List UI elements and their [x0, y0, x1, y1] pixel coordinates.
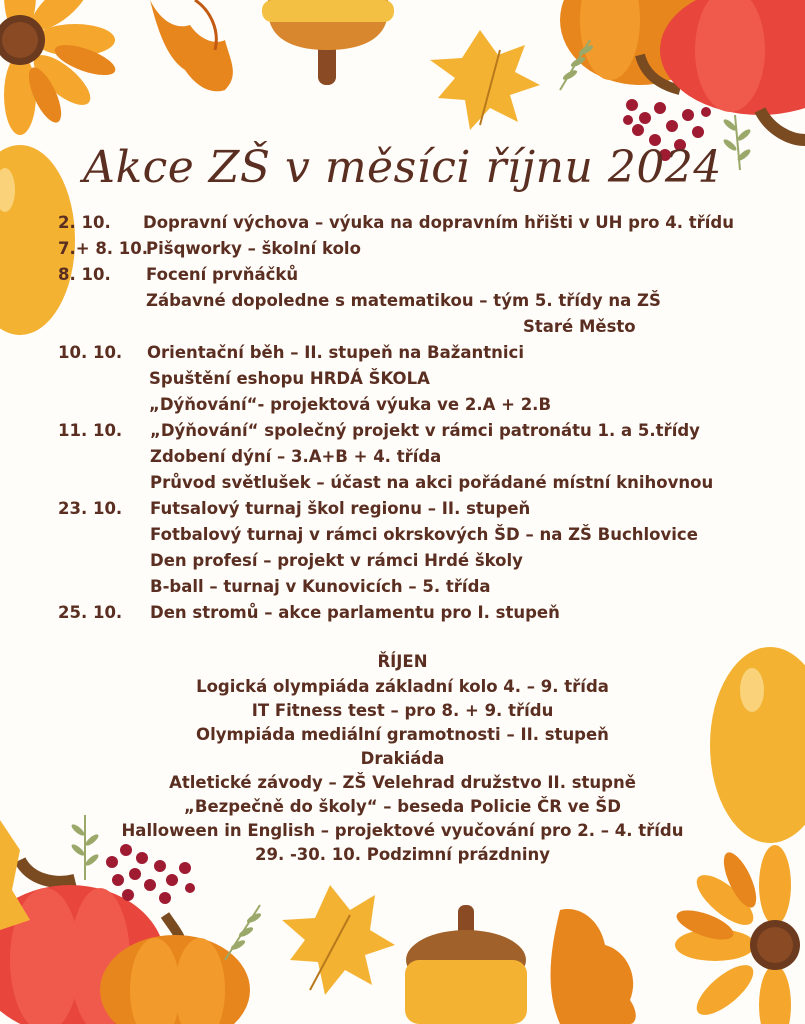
event-text: Orientační běh – II. stupeň na Bažantnici [147, 343, 524, 362]
event-text: Futsalový turnaj škol regionu – II. stupeň [150, 499, 531, 518]
event-text: Pišqworky – školní kolo [146, 239, 361, 258]
month-item: Drakiáda [360, 749, 445, 768]
event-text: „Dýňování“ společný projekt v rámci patronátu 1. a 5.třídy [150, 421, 700, 440]
maple-leaf-icon [430, 30, 540, 130]
event-text: Zdobení dýní – 3.A+B + 4. třída [150, 447, 442, 466]
month-item: 29. -30. 10. Podzimní prázdniny [254, 845, 550, 864]
sunflower-icon [0, 0, 119, 135]
event-date: 25. 10. [58, 603, 123, 622]
event-text: Focení prvňáčků [146, 265, 299, 284]
month-item: Logická olympiáda základní kolo 4. – 9. třída [196, 677, 609, 696]
event-text: Fotbalový turnaj v rámci okrskových ŠD – na ZŠ Buchlovice [150, 525, 698, 544]
acorn-icon [262, 0, 394, 85]
pumpkin-icon [0, 860, 250, 1024]
event-text: Den stromů – akce parlamentu pro I. stupeň [150, 603, 560, 622]
event-text: Staré Město [523, 317, 636, 336]
month-item: „Bezpečně do školy“ – beseda Policie ČR ve ŠD [184, 797, 621, 816]
oak-leaf-icon [150, 0, 233, 91]
event-date: 23. 10. [58, 499, 123, 518]
event-date: 7.+ 8. 10. [58, 239, 149, 258]
event-text: Průvod světlušek – účast na akci pořádané místní knihovnou [150, 473, 714, 492]
event-date: 2. 10. [58, 213, 111, 232]
page-title: Akce ZŠ v měsíci říjnu 2024 [83, 142, 722, 193]
month-heading: ŘÍJEN [377, 652, 428, 671]
event-date: 8. 10. [58, 265, 111, 284]
oak-leaf-icon [551, 909, 636, 1024]
month-item: Halloween in English – projektové vyučování pro 2. – 4. třídu [121, 821, 684, 840]
acorn-icon [405, 905, 527, 1024]
event-text: Dopravní výchova – výuka na dopravním hřišti v UH pro 4. třídu [143, 213, 734, 232]
pumpkin-icon [560, 0, 805, 140]
event-text: Zábavné dopoledne s matematikou – tým 5. třídy na ZŠ [146, 291, 661, 310]
event-date: 10. 10. [58, 343, 123, 362]
event-text: „Dýňování“- projektová výuka ve 2.A + 2.B [149, 395, 552, 414]
month-item: Atletické závody – ZŠ Velehrad družstvo II. stupně [169, 773, 636, 792]
event-text: B-ball – turnaj v Kunovicích – 5. třída [150, 577, 491, 596]
month-item: IT Fitness test – pro 8. + 9. třídu [251, 701, 554, 720]
event-text: Spuštění eshopu HRDÁ ŠKOLA [149, 369, 430, 388]
event-date: 11. 10. [58, 421, 123, 440]
sunflower-icon [673, 845, 800, 1024]
maple-leaf-icon [282, 885, 395, 995]
event-text: Den profesí – projekt v rámci Hrdé školy [150, 551, 523, 570]
month-item: Olympiáda mediální gramotnosti – II. stupeň [196, 725, 609, 744]
